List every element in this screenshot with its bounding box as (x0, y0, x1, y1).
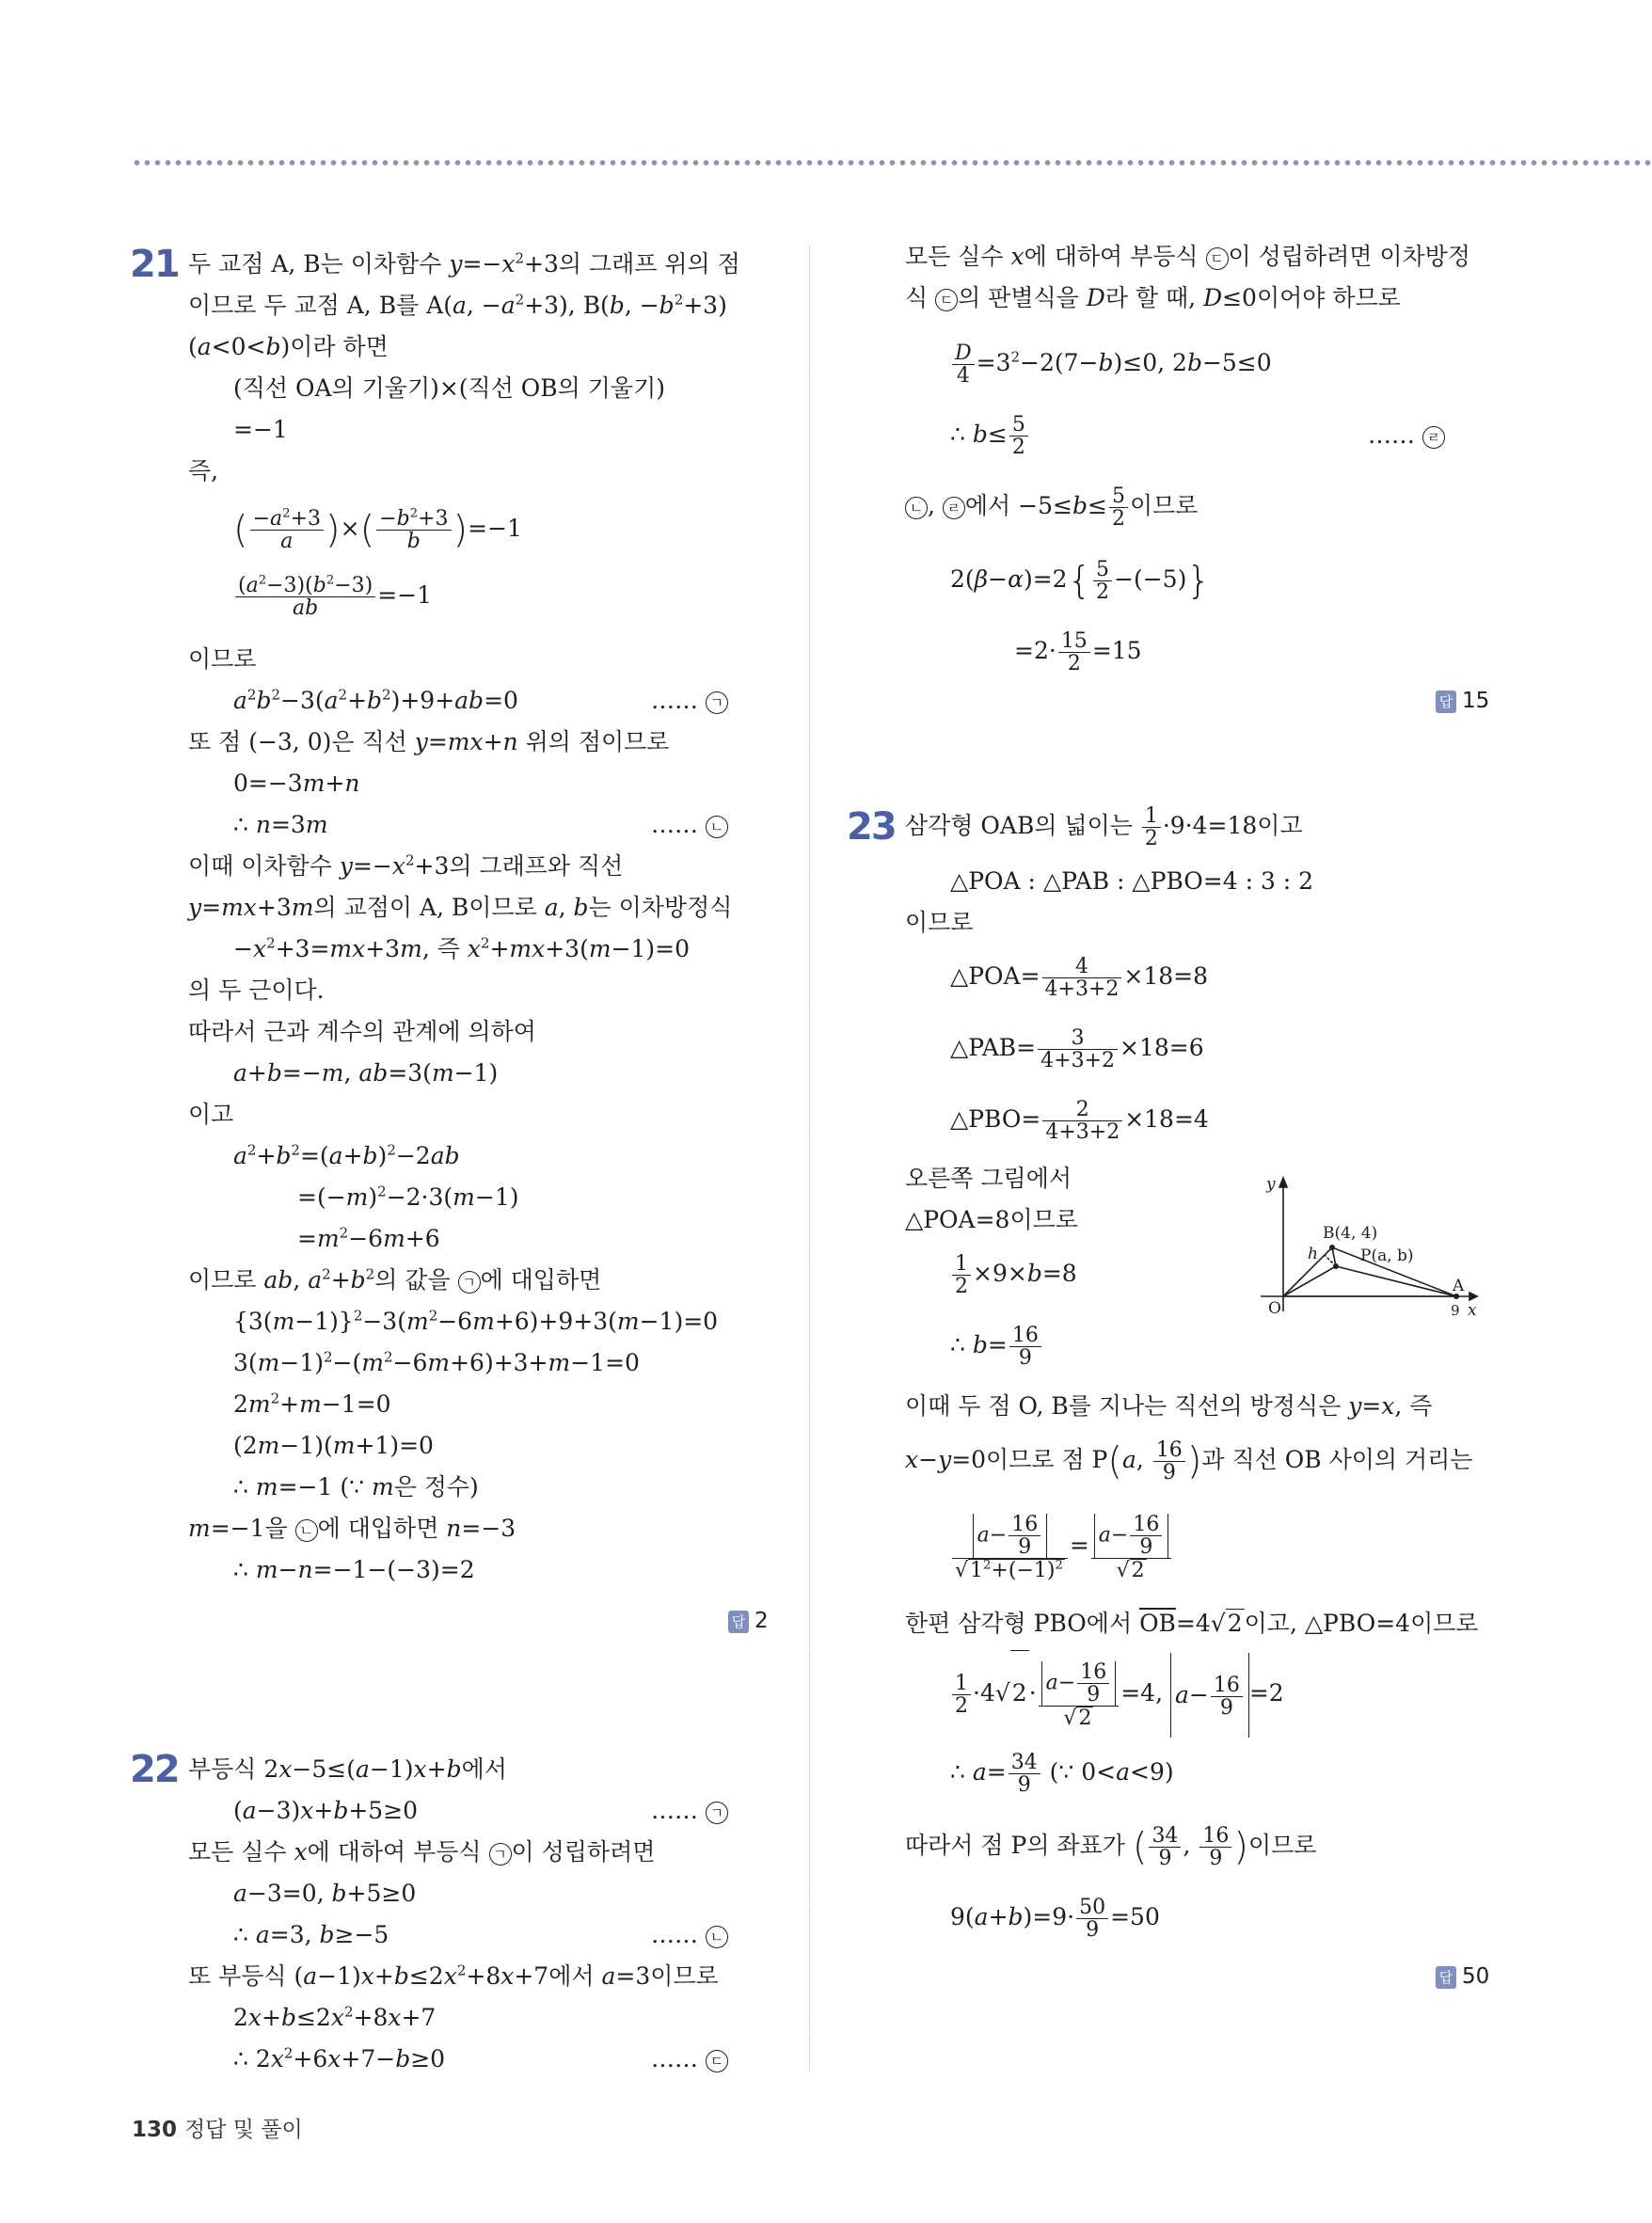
math-line: 9(a+b)=9· $\frac{50}{9}$ =50 (950, 1896, 1160, 1942)
math-line: $=m^2-6m+6$ (297, 1224, 440, 1252)
math-line: 2(β−α)=2{ $\frac{5}{2}$ −(−5)} (950, 558, 1211, 604)
text-line: 이때 두 점 O, B를 지나는 직선의 방정식은 y=x, 즉 (905, 1392, 1433, 1420)
text-line: (직선 OA의 기울기)×(직선 OB의 기울기) (233, 374, 665, 402)
math-line: $\{3(m-1)\}^2-3(m^2-6m+6)+9+3(m-1)=0$ (233, 1307, 719, 1335)
math-line: ∴ a=3, b≥−5 (233, 1921, 389, 1948)
math-line: $2m^2+m-1=0$ (233, 1389, 391, 1418)
math-line: $a^2b^2-3(a^2+b^2)+9+ab=0$ (233, 686, 518, 714)
math-line: ∴ b≤ $\frac{5}{2}$ (950, 406, 1030, 463)
text-line: 식 ㄷ 의 판별식을 D라 할 때, D≤0이어야 하므로 (905, 284, 1401, 311)
page-footer (132, 2112, 303, 2143)
text-line: m=−1을 ㄴ 에 대입하면 n=−3 (188, 1515, 516, 1542)
math-line: ∴ m=−1 (∵ m은 정수) (233, 1473, 479, 1501)
answer-21: 답 2 (728, 1609, 769, 1633)
equation-tag: …… ㄴ (651, 1921, 728, 1948)
equation-tag: …… ㄱ (651, 687, 728, 714)
text-line: x−y=0이므로 점 P(a, $\frac{16}{9}$ )과 직선 OB 사이의 거리는 (905, 1438, 1473, 1485)
problem-number-21: 21 (130, 243, 179, 286)
text-line: 모든 실수 x에 대하여 부등식 ㄷ 이 성립하려면 이차방정 (905, 243, 1470, 270)
math-line: 0=−3m+n (233, 770, 360, 797)
triangle-graph (1255, 1174, 1481, 1315)
text-line: 이고 (188, 1101, 234, 1128)
height-label: h (1308, 1245, 1318, 1263)
math-line: a− $\frac{16}{9}$ $√1^2+(-1)^2$ = a− $\frac{16}{9}$ √2 (950, 1503, 1173, 1588)
math-line: $\frac{D}{4}$ $=3^2-2(7-b)\le 0$, 2b−5≤0 (950, 335, 1272, 391)
text-line: 부등식 2x−5≤(a−1)x+b에서 (188, 1755, 507, 1783)
math-line: △PAB= $\frac{3}{4+3+2}$ ×18=6 (950, 1026, 1204, 1072)
problem-number-22: 22 (130, 1748, 179, 1791)
footer-label: 정답 및 풀이 (184, 2118, 303, 2142)
text-line: 모든 실수 x에 대하여 부등식 ㄱ 이 성립하려면 (188, 1838, 656, 1866)
text-line: 따라서 근과 계수의 관계에 의하여 (188, 1018, 536, 1045)
text-line: 삼각형 OAB의 넓이는 $\frac{1}{2}$ ·9·4=18이고 (905, 804, 1303, 850)
text-line: 따라서 점 P의 좌표가 ( $\frac{34}{9}$ , $\frac{16}{9}$ )이므로 (905, 1824, 1317, 1870)
point-b-label: B(4, 4) (1323, 1224, 1378, 1243)
math-line: =−1 (233, 416, 288, 443)
math-line: △PBO= $\frac{2}{4+3+2}$ ×18=4 (950, 1098, 1209, 1144)
point-p-label: P(a, b) (1360, 1246, 1414, 1265)
text-line: 또 점 (−3, 0)은 직선 y=mx+n 위의 점이므로 (188, 728, 670, 755)
math-line: =2· $\frac{15}{2}$ =15 (1014, 629, 1142, 675)
math-line: ∴ n=3m (233, 811, 328, 838)
column-divider (809, 246, 810, 2072)
axis-x-label: x (1468, 1301, 1477, 1315)
text-line: (a<0<b)이라 하면 (188, 333, 389, 360)
point-a-label: A (1453, 1277, 1465, 1295)
equation-tag: …… ㄴ (651, 811, 728, 838)
math-line: $\frac{1}{2}$ ·4√2· a− $\frac{16}{9}$ √2 =4, a− $\frac{16}{9}$ =2 (950, 1650, 1284, 1738)
answer-23: 답 50 (1436, 1964, 1489, 1989)
math-line: ∴ m−n=−1−(−3)=2 (233, 1556, 475, 1583)
answer-22: 답 15 (1436, 689, 1489, 713)
text-line: 또 부등식 $(a-1)x+b\le 2x^2+8x+7$에서 a=3이므로 (188, 1961, 719, 1990)
math-line: (2m−1)(m+1)=0 (233, 1432, 434, 1459)
math-line: $=(-m)^2-2\cdot 3(m-1)$ (297, 1183, 519, 1211)
math-line: (a−3)x+b+5≥0 (233, 1797, 419, 1824)
math-line: ∴ $2x^2+6x+7-b\ge 0$ (233, 2044, 446, 2072)
origin-label: O (1268, 1299, 1281, 1315)
math-line: ∴ a= $\frac{34}{9}$ (∵ 0<a<9) (950, 1751, 1174, 1797)
math-line: $\frac{1}{2}$ ×9×b=8 (950, 1246, 1077, 1302)
axis-y-label: y (1266, 1175, 1276, 1194)
text-line: 이므로 (188, 645, 257, 673)
math-line: △POA= $\frac{4}{4+3+2}$ ×18=8 (950, 955, 1209, 1001)
dotted-separator (132, 160, 1652, 166)
text-line: 이므로 (905, 909, 974, 936)
problem-number-23: 23 (847, 805, 896, 849)
math-line: ( $\frac{-a^2+3}{a}$ )×( $\frac{-b^2+3}{b}$ )=−1 (233, 506, 522, 553)
text-line: 두 교점 A, B는 이차함수 $y=-x^2+3$의 그래프 위의 점 (188, 249, 740, 278)
equation-tag: …… ㄱ (651, 1797, 728, 1824)
math-line: $-x^2+3=mx+3m$, 즉 $x^2+mx+3(m-1)=0$ (233, 934, 691, 962)
math-line: ∴ b= $\frac{16}{9}$ (950, 1317, 1043, 1373)
text-line: 한편 삼각형 PBO에서 $\overline{OB}=4√2$이고, △PBO=4이므로 (905, 1610, 1479, 1637)
text-line: 의 두 근이다. (188, 977, 325, 1004)
math-line: a+b=−m, ab=3(m−1) (233, 1059, 499, 1087)
text-line: y=mx+3m의 교점이 A, B이므로 a, b는 이차방정식 (188, 894, 733, 921)
math-line: $a^2+b^2=(a+b)^2-2ab$ (233, 1141, 460, 1169)
math-line: $3(m-1)^2-(m^2-6m+6)+3+m-1=0$ (233, 1348, 640, 1376)
text-line: 이므로 두 교점 A, B를 A(a, $-a^2+3$), B(b, $-b^2+3$) (188, 291, 727, 319)
text-line: 즉, (188, 457, 219, 484)
equation-tag: …… ㄹ (1368, 421, 1445, 449)
math-line: $\frac{(a^2-3)(b^2-3)}{ab}$ =−1 (233, 567, 432, 624)
text-line: ㄴ , ㄹ 에서 −5≤b≤ $\frac{5}{2}$ 이므로 (905, 478, 1198, 534)
math-line: $2x+b\le 2x^2+8x+7$ (233, 2003, 437, 2031)
text-line: △POA=8이므로 (905, 1206, 1078, 1233)
text-line: 이므로 ab, $a^2+b^2$의 값을 ㄱ 에 대입하면 (188, 1265, 602, 1294)
math-line: a−3=0, b+5≥0 (233, 1880, 417, 1907)
math-line: △POA : △PAB : △PBO=4 : 3 : 2 (950, 867, 1314, 895)
tick-9: 9 (1451, 1302, 1460, 1315)
equation-tag: …… ㄷ (651, 2045, 728, 2072)
text-line: 이때 이차함수 $y=-x^2+3$의 그래프와 직선 (188, 851, 624, 880)
page-number: 130 (132, 2118, 178, 2142)
text-line: 오른쪽 그림에서 (905, 1165, 1072, 1192)
